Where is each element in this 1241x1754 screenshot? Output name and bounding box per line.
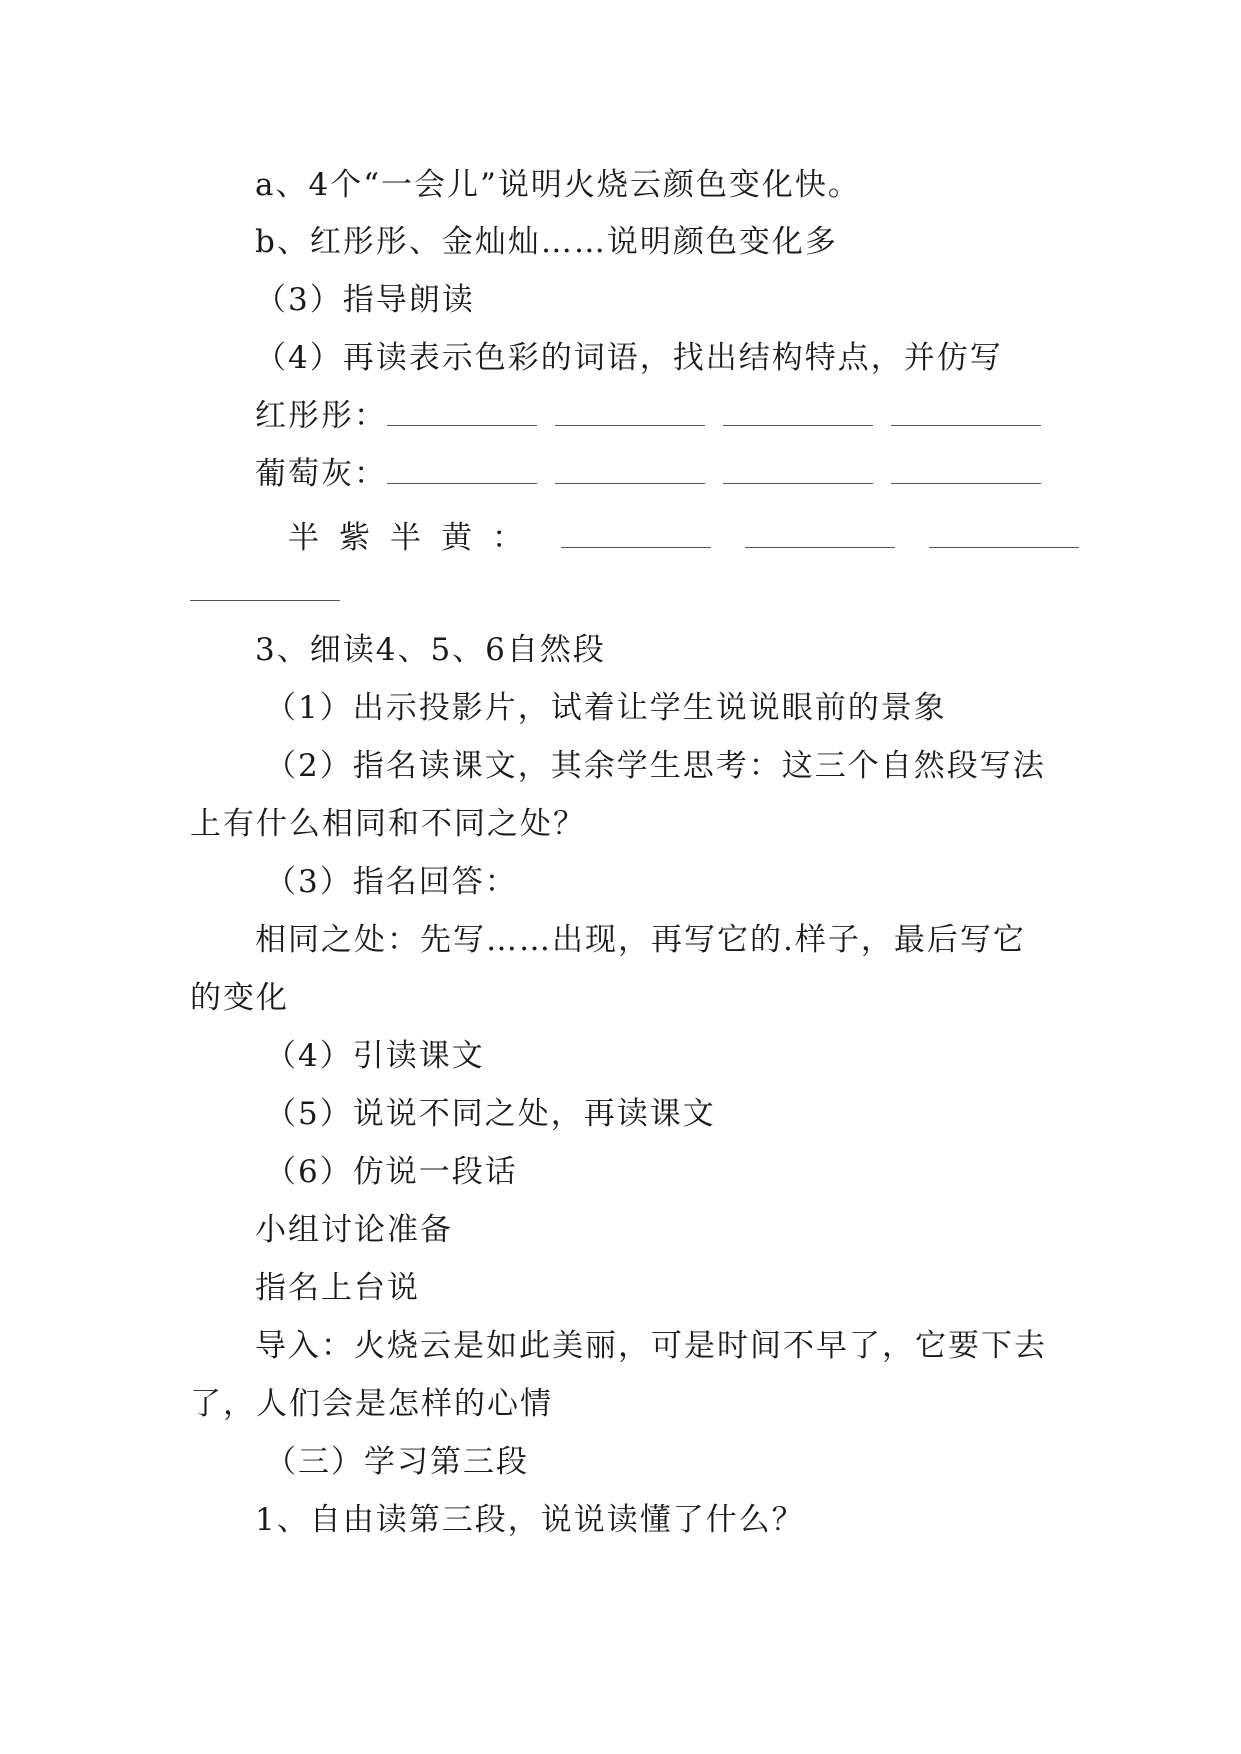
text-line: 导入：火烧云是如此美丽，可是时间不早了，它要下去	[255, 1328, 1047, 1364]
fill-in-line	[288, 518, 1148, 558]
blank-underline	[387, 459, 537, 484]
text-line: 指名上台说	[255, 1270, 420, 1306]
text-line: （3）指导朗读	[255, 282, 475, 318]
text-line: a、4个“一会儿”说明火烧云颜色变化快。	[255, 167, 861, 203]
text-line: （2）指名读课文，其余学生思考：这三个自然段写法	[265, 748, 1046, 784]
text-line: （4）再读表示色彩的词语，找出结构特点，并仿写	[255, 340, 1003, 376]
text-line: （4）引读课文	[265, 1038, 485, 1074]
text-line: （3）指名回答：	[265, 864, 518, 900]
fill-in-line	[255, 396, 1115, 436]
blank-underline	[891, 459, 1041, 484]
fill-in-line	[255, 454, 1115, 494]
blank-underline	[555, 401, 705, 426]
blank-underline	[723, 459, 873, 484]
text-line: 的变化	[190, 980, 289, 1016]
text-line: 小组讨论准备	[255, 1212, 453, 1248]
blank-underline	[723, 401, 873, 426]
text-line: 上有什么相同和不同之处？	[190, 806, 586, 842]
blank-underline	[745, 523, 895, 548]
blank-underline	[929, 523, 1079, 548]
blank-underline	[387, 401, 537, 426]
fill-in-label: 红彤彤：	[255, 398, 387, 434]
blank-underline	[555, 459, 705, 484]
text-line: （三）学习第三段	[265, 1444, 529, 1480]
blank-underline	[561, 523, 711, 548]
text-line: 3、细读4、5、6自然段	[255, 632, 606, 668]
fill-in-label: 半紫半黄：	[288, 520, 543, 556]
text-line: （5）说说不同之处，再读课文	[265, 1096, 716, 1132]
blank-underline	[190, 600, 340, 601]
text-line: （6）仿说一段话	[265, 1154, 518, 1190]
text-line: b、红彤彤、金灿灿……说明颜色变化多	[255, 224, 838, 260]
text-line: （1）出示投影片，试着让学生说说眼前的景象	[265, 690, 947, 726]
text-line: 了，人们会是怎样的心情	[190, 1386, 553, 1422]
text-line: 相同之处：先写……出现，再写它的.样子，最后写它	[255, 922, 1026, 958]
text-line: 1、自由读第三段，说说读懂了什么？	[255, 1502, 805, 1538]
fill-in-label: 葡萄灰：	[255, 456, 387, 492]
blank-underline	[891, 401, 1041, 426]
